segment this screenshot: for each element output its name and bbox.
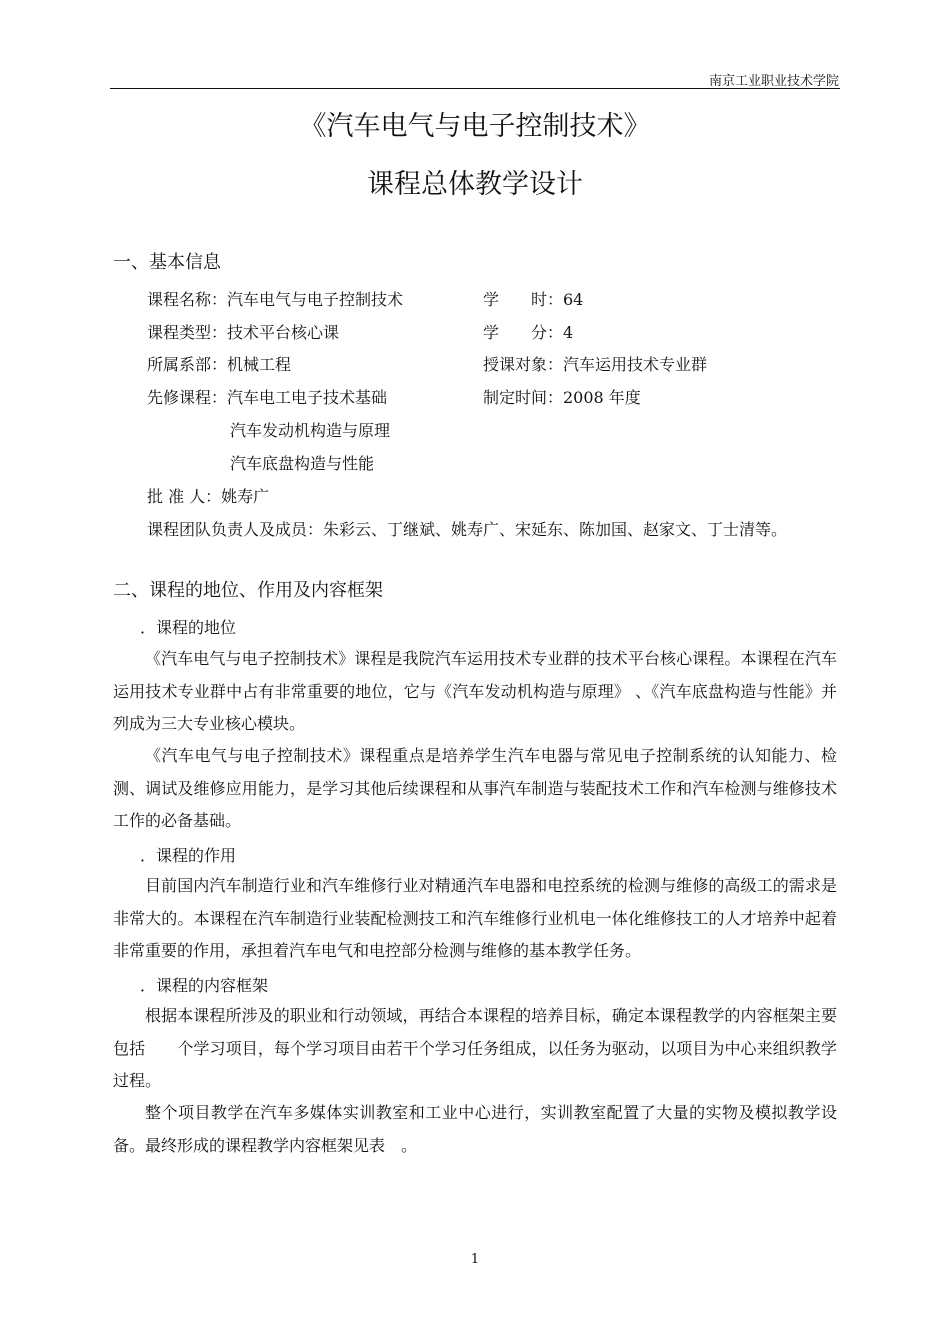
header-institution: 南京工业职业技术学院 (708, 74, 839, 89)
paragraph-framework-2: 整个项目教学在汽车多媒体实训教室和工业中心进行，实训教室配置了大量的实物及模拟教学设备。最终形成的课程教学内容框架见表 。 (113, 1103, 837, 1155)
info-course-name: 课程名称：汽车电气与电子控制技术 (147, 290, 404, 309)
paragraph-function: 目前国内汽车制造行业和汽车维修行业对精通汽车电器和电控系统的检测与维修的高级工的需求是非常大的。本课程在汽车制造行业装配检测技工和汽车维修行业机电一体化维修技工的人才培养中起着非常重要的作用，承担着汽车电气和电控部分检测与维修的基本教学任务。 (113, 876, 837, 960)
document-title: 《汽车电气与电子控制技术》 (299, 111, 651, 142)
subheading-course-position: ．课程的地位 (140, 618, 237, 637)
page-number: 1 (470, 1252, 480, 1267)
info-approver: 批 准 人：姚寿广 (147, 487, 270, 506)
paragraph-position-1: 《汽车电气与电子控制技术》课程是我院汽车运用技术专业群的技术平台核心课程。本课程在汽车运用技术专业群中占有非常重要的地位，它与《汽车发动机构造与原理》 、《汽车底盘构造与性能》并列成为三大专业核心模块。 (113, 649, 837, 733)
info-prerequisite-2: 汽车发动机构造与原理 (230, 421, 391, 440)
info-hours: 学 时：64 (483, 290, 584, 309)
info-course-type: 课程类型：技术平台核心课 (147, 323, 340, 342)
section-heading-course-role: 二、课程的地位、作用及内容框架 (113, 580, 383, 601)
info-prerequisite-3: 汽车底盘构造与性能 (230, 454, 375, 473)
subheading-course-function: ．课程的作用 (140, 846, 237, 865)
header-divider (110, 88, 840, 89)
document-subtitle: 课程总体教学设计 (367, 169, 583, 200)
paragraph-position-2: 《汽车电气与电子控制技术》课程重点是培养学生汽车电器与常见电子控制系统的认知能力、检测、调试及维修应用能力，是学习其他后续课程和从事汽车制造与装配技术工作和汽车检测与维修技术工作的必备基础。 (113, 746, 837, 830)
info-audience: 授课对象：汽车运用技术专业群 (483, 355, 708, 374)
info-credits: 学 分：4 (483, 323, 574, 342)
subheading-content-framework: ．课程的内容框架 (140, 976, 269, 995)
info-date: 制定时间：2008 年度 (483, 388, 641, 407)
paragraph-framework-1: 根据本课程所涉及的职业和行动领域，再结合本课程的培养目标，确定本课程教学的内容框架主要包括 个学习项目，每个学习项目由若干个学习任务组成，以任务为驱动，以项目为中心来组织教学过程。 (113, 1006, 837, 1090)
info-prerequisites: 先修课程：汽车电工电子技术基础 (147, 388, 388, 407)
info-team: 课程团队负责人及成员：朱彩云、丁继斌、姚寿广、宋延东、陈加国、赵家文、丁士清等。 (147, 520, 788, 539)
info-department: 所属系部：机械工程 (147, 355, 292, 374)
section-heading-basic-info: 一、基本信息 (113, 252, 221, 273)
